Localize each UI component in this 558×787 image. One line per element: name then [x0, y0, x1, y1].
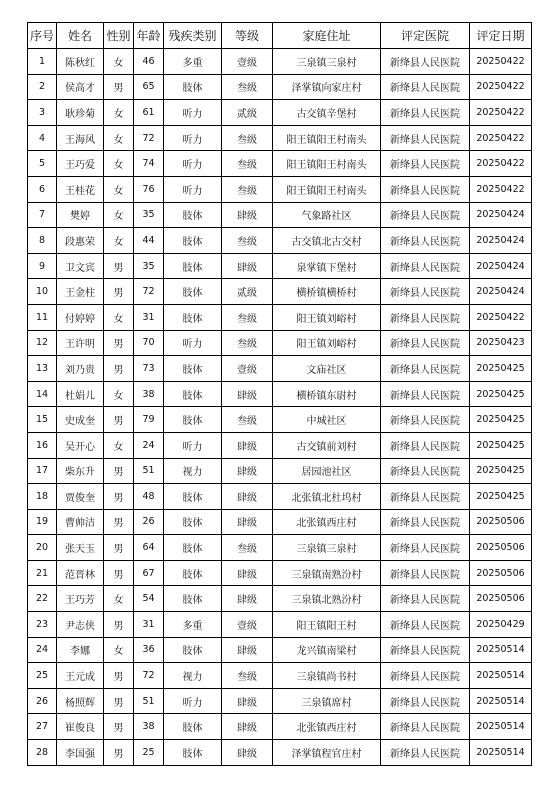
table-row [28, 330, 532, 356]
cell-name: 刘乃贵 [57, 356, 104, 382]
cell-hospital: 新绛县人民医院 [381, 304, 470, 330]
cell-age: 64 [134, 535, 164, 561]
cell-age: 26 [134, 509, 164, 535]
cell-disability-type: 多重 [164, 49, 222, 75]
cell-address: 三泉镇三泉村 [273, 49, 381, 75]
cell-grade: 肆级 [222, 432, 273, 458]
cell-hospital: 新绛县人民医院 [381, 151, 470, 177]
cell-name: 张天玉 [57, 535, 104, 561]
cell-name: 贾俊奎 [57, 484, 104, 510]
table-row [28, 279, 532, 305]
cell-gender: 男 [104, 253, 134, 279]
cell-disability-type: 肢体 [164, 253, 222, 279]
cell-index: 14 [28, 381, 57, 407]
table-row [28, 586, 532, 612]
cell-address: 阳王镇刘峪村 [273, 330, 381, 356]
cell-age: 51 [134, 688, 164, 714]
cell-name: 吴开心 [57, 432, 104, 458]
cell-gender: 男 [104, 484, 134, 510]
cell-date: 20250425 [470, 356, 532, 382]
cell-disability-type: 肢体 [164, 279, 222, 305]
cell-index: 11 [28, 304, 57, 330]
cell-disability-type: 肢体 [164, 714, 222, 740]
cell-index: 25 [28, 663, 57, 689]
disability-assessment-sheet [27, 22, 531, 766]
cell-name: 陈秋红 [57, 49, 104, 75]
cell-name: 王许明 [57, 330, 104, 356]
cell-address: 阳王镇阳王村南头 [273, 125, 381, 151]
cell-gender: 女 [104, 151, 134, 177]
cell-date: 20250514 [470, 740, 532, 766]
cell-address: 龙兴镇南梁村 [273, 637, 381, 663]
cell-disability-type: 肢体 [164, 74, 222, 100]
table-row [28, 688, 532, 714]
cell-index: 26 [28, 688, 57, 714]
cell-hospital: 新绛县人民医院 [381, 100, 470, 126]
cell-gender: 女 [104, 49, 134, 75]
cell-gender: 男 [104, 535, 134, 561]
cell-hospital: 新绛县人民医院 [381, 560, 470, 586]
cell-gender: 男 [104, 407, 134, 433]
cell-name: 杜娟儿 [57, 381, 104, 407]
cell-age: 46 [134, 49, 164, 75]
cell-gender: 女 [104, 304, 134, 330]
table-row [28, 74, 532, 100]
cell-index: 16 [28, 432, 57, 458]
cell-gender: 女 [104, 586, 134, 612]
cell-disability-type: 视力 [164, 458, 222, 484]
cell-gender: 女 [104, 637, 134, 663]
cell-disability-type: 肢体 [164, 407, 222, 433]
table-row [28, 714, 532, 740]
cell-age: 73 [134, 356, 164, 382]
table-row [28, 356, 532, 382]
header-grade: 等级 [222, 23, 273, 49]
table-row [28, 228, 532, 254]
cell-gender: 男 [104, 612, 134, 638]
table-row [28, 176, 532, 202]
table-row [28, 637, 532, 663]
cell-hospital: 新绛县人民医院 [381, 432, 470, 458]
cell-address: 三泉镇席村 [273, 688, 381, 714]
cell-age: 31 [134, 304, 164, 330]
cell-age: 48 [134, 484, 164, 510]
cell-date: 20250423 [470, 330, 532, 356]
cell-age: 25 [134, 740, 164, 766]
cell-disability-type: 肢体 [164, 381, 222, 407]
cell-gender: 男 [104, 663, 134, 689]
cell-hospital: 新绛县人民医院 [381, 740, 470, 766]
cell-disability-type: 听力 [164, 432, 222, 458]
cell-hospital: 新绛县人民医院 [381, 356, 470, 382]
cell-age: 24 [134, 432, 164, 458]
cell-gender: 男 [104, 560, 134, 586]
cell-disability-type: 视力 [164, 663, 222, 689]
cell-date: 20250506 [470, 586, 532, 612]
cell-address: 横桥镇横桥村 [273, 279, 381, 305]
cell-hospital: 新绛县人民医院 [381, 407, 470, 433]
cell-date: 20250506 [470, 560, 532, 586]
cell-index: 22 [28, 586, 57, 612]
cell-hospital: 新绛县人民医院 [381, 458, 470, 484]
cell-grade: 肆级 [222, 560, 273, 586]
table-body [28, 49, 532, 766]
cell-disability-type: 听力 [164, 688, 222, 714]
cell-age: 38 [134, 381, 164, 407]
cell-name: 付婷婷 [57, 304, 104, 330]
cell-date: 20250514 [470, 714, 532, 740]
cell-name: 杨照辉 [57, 688, 104, 714]
cell-age: 35 [134, 202, 164, 228]
cell-date: 20250422 [470, 176, 532, 202]
table-row [28, 253, 532, 279]
cell-disability-type: 听力 [164, 330, 222, 356]
cell-name: 李娜 [57, 637, 104, 663]
cell-index: 19 [28, 509, 57, 535]
table-row [28, 432, 532, 458]
cell-address: 横桥镇东尉村 [273, 381, 381, 407]
cell-grade: 肆级 [222, 740, 273, 766]
cell-index: 23 [28, 612, 57, 638]
cell-address: 阳王镇阳王村 [273, 612, 381, 638]
cell-disability-type: 肢体 [164, 637, 222, 663]
cell-hospital: 新绛县人民医院 [381, 125, 470, 151]
cell-age: 44 [134, 228, 164, 254]
cell-address: 文庙社区 [273, 356, 381, 382]
table-row [28, 407, 532, 433]
cell-hospital: 新绛县人民医院 [381, 279, 470, 305]
cell-name: 王海风 [57, 125, 104, 151]
cell-name: 王巧芳 [57, 586, 104, 612]
cell-gender: 女 [104, 176, 134, 202]
cell-address: 三泉镇北熟汾村 [273, 586, 381, 612]
cell-disability-type: 听力 [164, 176, 222, 202]
table-row [28, 151, 532, 177]
cell-grade: 叁级 [222, 125, 273, 151]
cell-date: 20250422 [470, 304, 532, 330]
cell-gender: 男 [104, 356, 134, 382]
cell-hospital: 新绛县人民医院 [381, 484, 470, 510]
cell-address: 阳王镇刘峪村 [273, 304, 381, 330]
cell-index: 28 [28, 740, 57, 766]
cell-hospital: 新绛县人民医院 [381, 714, 470, 740]
table-header [28, 23, 532, 49]
cell-age: 72 [134, 279, 164, 305]
cell-hospital: 新绛县人民医院 [381, 637, 470, 663]
cell-grade: 叁级 [222, 228, 273, 254]
cell-grade: 壹级 [222, 612, 273, 638]
cell-address: 泉掌镇下堡村 [273, 253, 381, 279]
cell-address: 北张镇西庄村 [273, 509, 381, 535]
cell-address: 古交镇辛堡村 [273, 100, 381, 126]
cell-index: 10 [28, 279, 57, 305]
cell-grade: 肆级 [222, 509, 273, 535]
header-disability-type: 残疾类别 [164, 23, 222, 49]
cell-grade: 叁级 [222, 535, 273, 561]
cell-gender: 男 [104, 458, 134, 484]
cell-date: 20250514 [470, 688, 532, 714]
cell-name: 尹志侠 [57, 612, 104, 638]
cell-date: 20250424 [470, 228, 532, 254]
cell-hospital: 新绛县人民医院 [381, 253, 470, 279]
cell-grade: 肆级 [222, 586, 273, 612]
cell-name: 王金柱 [57, 279, 104, 305]
table-row [28, 612, 532, 638]
table-row [28, 202, 532, 228]
cell-grade: 叁级 [222, 330, 273, 356]
table-row [28, 49, 532, 75]
cell-address: 中城社区 [273, 407, 381, 433]
cell-grade: 壹级 [222, 49, 273, 75]
cell-name: 柴东升 [57, 458, 104, 484]
cell-grade: 肆级 [222, 688, 273, 714]
cell-address: 三泉镇三泉村 [273, 535, 381, 561]
cell-gender: 男 [104, 330, 134, 356]
cell-age: 54 [134, 586, 164, 612]
cell-address: 阳王镇阳王村南头 [273, 176, 381, 202]
cell-address: 北张镇西庄村 [273, 714, 381, 740]
cell-hospital: 新绛县人民医院 [381, 202, 470, 228]
cell-date: 20250506 [470, 509, 532, 535]
cell-date: 20250425 [470, 407, 532, 433]
cell-name: 李国强 [57, 740, 104, 766]
cell-disability-type: 肢体 [164, 484, 222, 510]
cell-address: 气象路社区 [273, 202, 381, 228]
cell-date: 20250422 [470, 125, 532, 151]
cell-name: 耿珍菊 [57, 100, 104, 126]
cell-grade: 叁级 [222, 304, 273, 330]
cell-gender: 女 [104, 228, 134, 254]
cell-grade: 肆级 [222, 381, 273, 407]
cell-date: 20250514 [470, 663, 532, 689]
table-row [28, 509, 532, 535]
cell-age: 72 [134, 663, 164, 689]
cell-age: 72 [134, 125, 164, 151]
header-index: 序号 [28, 23, 57, 49]
cell-disability-type: 肢体 [164, 560, 222, 586]
cell-hospital: 新绛县人民医院 [381, 74, 470, 100]
cell-date: 20250514 [470, 637, 532, 663]
cell-hospital: 新绛县人民医院 [381, 381, 470, 407]
table-row [28, 560, 532, 586]
cell-grade: 肆级 [222, 253, 273, 279]
assessment-table [27, 22, 532, 766]
cell-date: 20250425 [470, 484, 532, 510]
cell-gender: 男 [104, 509, 134, 535]
cell-age: 36 [134, 637, 164, 663]
table-row [28, 458, 532, 484]
cell-date: 20250424 [470, 202, 532, 228]
cell-age: 70 [134, 330, 164, 356]
cell-gender: 女 [104, 125, 134, 151]
cell-index: 12 [28, 330, 57, 356]
cell-name: 樊婷 [57, 202, 104, 228]
cell-disability-type: 听力 [164, 151, 222, 177]
cell-address: 三泉镇尚书村 [273, 663, 381, 689]
cell-name: 史成奎 [57, 407, 104, 433]
cell-age: 74 [134, 151, 164, 177]
cell-gender: 男 [104, 74, 134, 100]
cell-index: 9 [28, 253, 57, 279]
cell-index: 7 [28, 202, 57, 228]
cell-gender: 男 [104, 740, 134, 766]
cell-gender: 男 [104, 688, 134, 714]
cell-date: 20250422 [470, 100, 532, 126]
cell-disability-type: 肢体 [164, 509, 222, 535]
cell-hospital: 新绛县人民医院 [381, 612, 470, 638]
cell-hospital: 新绛县人民医院 [381, 535, 470, 561]
cell-grade: 肆级 [222, 714, 273, 740]
cell-age: 38 [134, 714, 164, 740]
cell-index: 20 [28, 535, 57, 561]
cell-index: 17 [28, 458, 57, 484]
cell-address: 泽掌镇程官庄村 [273, 740, 381, 766]
cell-name: 王桂花 [57, 176, 104, 202]
cell-hospital: 新绛县人民医院 [381, 663, 470, 689]
cell-disability-type: 肢体 [164, 202, 222, 228]
cell-hospital: 新绛县人民医院 [381, 688, 470, 714]
table-row [28, 740, 532, 766]
cell-hospital: 新绛县人民医院 [381, 330, 470, 356]
cell-age: 51 [134, 458, 164, 484]
table-row [28, 100, 532, 126]
cell-name: 范晋林 [57, 560, 104, 586]
cell-index: 21 [28, 560, 57, 586]
cell-index: 3 [28, 100, 57, 126]
header-date: 评定日期 [470, 23, 532, 49]
cell-disability-type: 听力 [164, 100, 222, 126]
table-row [28, 663, 532, 689]
cell-date: 20250424 [470, 253, 532, 279]
cell-index: 13 [28, 356, 57, 382]
cell-name: 曹帅洁 [57, 509, 104, 535]
cell-gender: 男 [104, 279, 134, 305]
cell-address: 北张镇北杜坞村 [273, 484, 381, 510]
cell-date: 20250425 [470, 381, 532, 407]
cell-index: 2 [28, 74, 57, 100]
cell-grade: 贰级 [222, 100, 273, 126]
cell-name: 段惠荣 [57, 228, 104, 254]
cell-disability-type: 多重 [164, 612, 222, 638]
cell-date: 20250422 [470, 151, 532, 177]
cell-date: 20250425 [470, 432, 532, 458]
table-row [28, 125, 532, 151]
cell-index: 8 [28, 228, 57, 254]
cell-grade: 肆级 [222, 202, 273, 228]
cell-grade: 肆级 [222, 458, 273, 484]
cell-index: 5 [28, 151, 57, 177]
cell-address: 三泉镇南熟汾村 [273, 560, 381, 586]
header-address: 家庭住址 [273, 23, 381, 49]
cell-disability-type: 肢体 [164, 304, 222, 330]
header-gender: 性别 [104, 23, 134, 49]
cell-address: 居园池社区 [273, 458, 381, 484]
cell-grade: 叁级 [222, 663, 273, 689]
cell-grade: 贰级 [222, 279, 273, 305]
cell-name: 王元成 [57, 663, 104, 689]
cell-address: 古交镇前刘村 [273, 432, 381, 458]
cell-grade: 肆级 [222, 484, 273, 510]
cell-address: 泽掌镇向家庄村 [273, 74, 381, 100]
cell-gender: 女 [104, 381, 134, 407]
table-row [28, 304, 532, 330]
cell-name: 侯高才 [57, 74, 104, 100]
cell-age: 65 [134, 74, 164, 100]
header-hospital: 评定医院 [381, 23, 470, 49]
header-row [28, 23, 532, 49]
cell-hospital: 新绛县人民医院 [381, 176, 470, 202]
cell-age: 31 [134, 612, 164, 638]
cell-index: 15 [28, 407, 57, 433]
cell-index: 4 [28, 125, 57, 151]
cell-age: 79 [134, 407, 164, 433]
cell-grade: 叁级 [222, 151, 273, 177]
cell-index: 6 [28, 176, 57, 202]
cell-grade: 壹级 [222, 356, 273, 382]
cell-disability-type: 听力 [164, 125, 222, 151]
cell-grade: 叁级 [222, 74, 273, 100]
cell-hospital: 新绛县人民医院 [381, 586, 470, 612]
table-row [28, 381, 532, 407]
cell-date: 20250422 [470, 74, 532, 100]
cell-hospital: 新绛县人民医院 [381, 49, 470, 75]
cell-date: 20250425 [470, 458, 532, 484]
cell-name: 卫文宾 [57, 253, 104, 279]
header-name: 姓名 [57, 23, 104, 49]
cell-name: 崔俊良 [57, 714, 104, 740]
cell-date: 20250429 [470, 612, 532, 638]
cell-gender: 男 [104, 714, 134, 740]
cell-name: 王巧爱 [57, 151, 104, 177]
table-row [28, 484, 532, 510]
cell-date: 20250506 [470, 535, 532, 561]
cell-disability-type: 肢体 [164, 535, 222, 561]
cell-gender: 女 [104, 432, 134, 458]
cell-index: 18 [28, 484, 57, 510]
cell-gender: 女 [104, 202, 134, 228]
cell-index: 24 [28, 637, 57, 663]
cell-age: 76 [134, 176, 164, 202]
cell-age: 35 [134, 253, 164, 279]
cell-index: 1 [28, 49, 57, 75]
table-row [28, 535, 532, 561]
cell-date: 20250422 [470, 49, 532, 75]
cell-grade: 叁级 [222, 407, 273, 433]
cell-index: 27 [28, 714, 57, 740]
cell-date: 20250424 [470, 279, 532, 305]
cell-age: 61 [134, 100, 164, 126]
cell-age: 67 [134, 560, 164, 586]
header-age: 年龄 [134, 23, 164, 49]
cell-disability-type: 肢体 [164, 228, 222, 254]
cell-disability-type: 肢体 [164, 740, 222, 766]
cell-grade: 肆级 [222, 637, 273, 663]
cell-hospital: 新绛县人民医院 [381, 228, 470, 254]
cell-gender: 女 [104, 100, 134, 126]
cell-hospital: 新绛县人民医院 [381, 509, 470, 535]
cell-address: 阳王镇阳王村南头 [273, 151, 381, 177]
cell-address: 古交镇北古交村 [273, 228, 381, 254]
cell-disability-type: 肢体 [164, 586, 222, 612]
cell-grade: 叁级 [222, 176, 273, 202]
cell-disability-type: 肢体 [164, 356, 222, 382]
